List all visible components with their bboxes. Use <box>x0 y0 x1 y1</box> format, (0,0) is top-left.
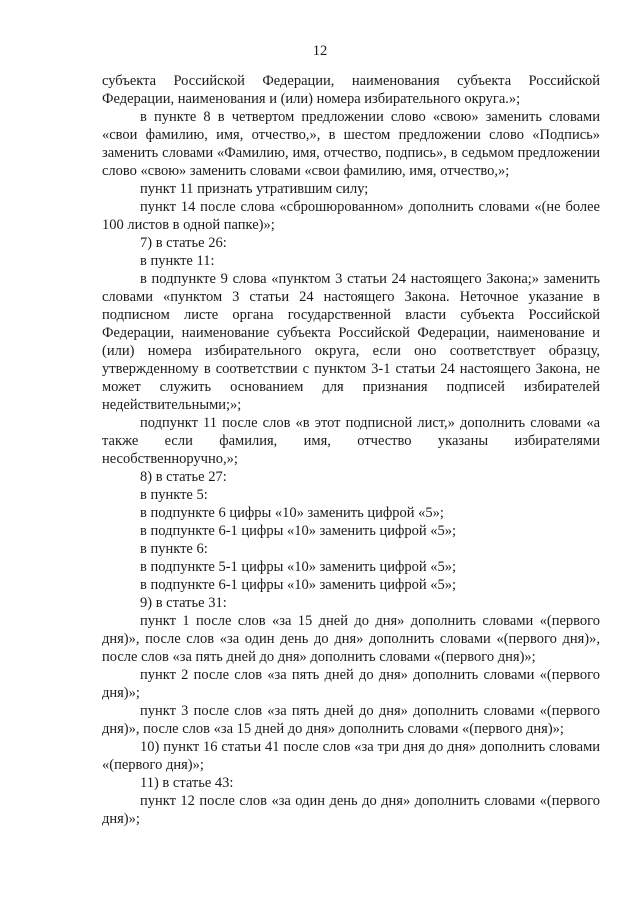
paragraph: 7) в статье 26: <box>140 235 227 251</box>
paragraph: пункт 3 после слов «за пять дней до дня» дополнить словами «(первого дня)», после слов «за 15 дней до дня» дополнить словами «(первого дня)»; <box>102 703 600 737</box>
paragraph: 8) в статье 27: <box>140 469 227 485</box>
paragraph: пункт 11 признать утратившим силу; <box>140 181 369 197</box>
paragraph: в пункте 8 в четвертом предложении слово «свою» заменить словами «свои фамилию, имя, отчество,», в шестом предложении слово «Подпись» заменить словами «Фамилию, имя, отчество, подпись», в седьмом предложении слово «свою» заменить словами «свои фамилию, имя, отчество,»; <box>102 109 600 179</box>
paragraph: в пункте 11: <box>140 253 215 269</box>
paragraph: в подпункте 5-1 цифры «10» заменить цифрой «5»; <box>140 559 457 575</box>
paragraph: 9) в статье 31: <box>140 595 227 611</box>
paragraph: пункт 2 после слов «за пять дней до дня» дополнить словами «(первого дня)»; <box>102 667 600 701</box>
page-number: 12 <box>312 43 328 59</box>
paragraph: 10) пункт 16 статьи 41 после слов «за три дня до дня» дополнить словами «(первого дня)»; <box>102 739 600 773</box>
paragraph: пункт 14 после слова «сброшюрованном» дополнить словами «(не более 100 листов в одной папке)»; <box>102 199 600 233</box>
paragraph: в подпункте 9 слова «пунктом 3 статьи 24 настоящего Закона;» заменить словами «пунктом 3 статьи 24 настоящего Закона. Неточное указание в подписном листе органа государственной власти субъекта Российской Федерации, наименование субъекта Российской Федерации, наименование и (или) номера избирательного округа, если оно соответствует образцу, утвержденному в соответствии с пунктом 3-1 статьи 24 настоящего Закона, не может служить основанием для признания подписей избирателей недействительными;»; <box>102 271 600 413</box>
paragraph: в подпункте 6-1 цифры «10» заменить цифрой «5»; <box>140 577 457 593</box>
paragraph: пункт 1 после слов «за 15 дней до дня» дополнить словами «(первого дня)», после слов «за один день до дня» дополнить словами «(первого дня)», после слов «за пять дней до дня» дополнить словами «(первого дня)»; <box>102 613 600 665</box>
paragraph: пункт 12 после слов «за один день до дня» дополнить словами «(первого дня)»; <box>102 793 600 827</box>
paragraph: 11) в статье 43: <box>140 775 234 791</box>
document-body <box>102 72 600 828</box>
paragraph: подпункт 11 после слов «в этот подписной лист,» дополнить словами «а также если фамилия, имя, отчество указаны избирателями несобственноручно,»; <box>102 415 600 467</box>
paragraph: субъекта Российской Федерации, наименования субъекта Российской Федерации, наименования и (или) номера избирательного округа.»; <box>102 73 600 107</box>
paragraph: в подпункте 6 цифры «10» заменить цифрой «5»; <box>140 505 444 521</box>
paragraph: в подпункте 6-1 цифры «10» заменить цифрой «5»; <box>140 523 457 539</box>
paragraph: в пункте 5: <box>140 487 208 503</box>
paragraph: в пункте 6: <box>140 541 208 557</box>
